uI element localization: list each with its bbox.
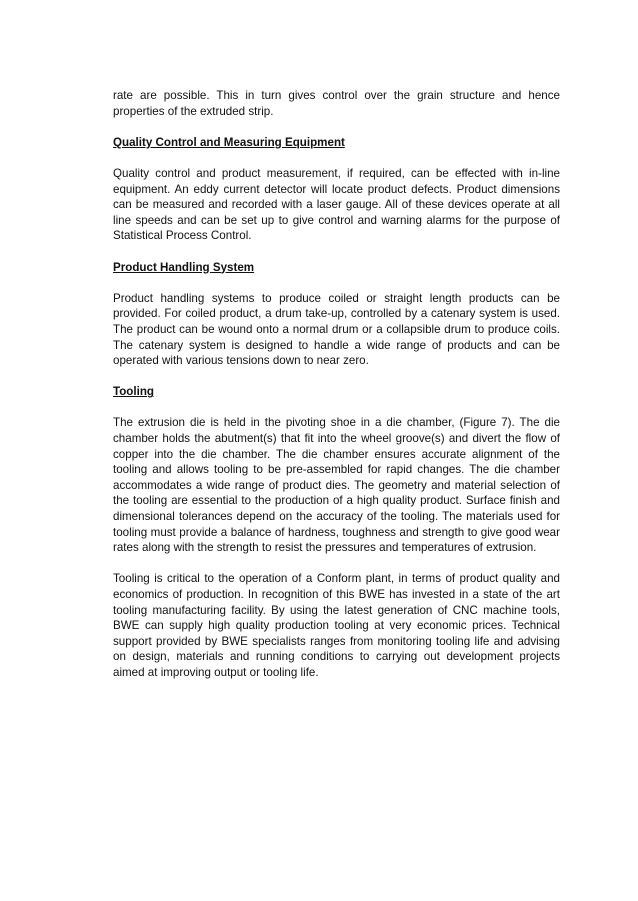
product-handling-paragraph: Product handling systems to produce coiled or straight length products can be provided. For coiled product, a drum take-up, controlled by a catenary system is used. The product can be wound onto a normal drum or a collapsible drum to produce coils. The catenary system is designed to handle a wide range of products and can be operated with various tensions down to near zero. bbox=[113, 291, 560, 368]
product-handling-heading: Product Handling System bbox=[113, 260, 255, 274]
tooling-heading: Tooling bbox=[113, 385, 154, 399]
quality-control-heading: Quality Control and Measuring Equipment bbox=[113, 135, 345, 149]
document-page bbox=[113, 88, 560, 696]
tooling-paragraph-2: Tooling is critical to the operation of a Conform plant, in terms of product quality and economics of production. In recognition of this BWE has invested in a state of the art tooling manufacturing facility. By using the latest generation of CNC machine tools, BWE can supply high quality production tooling at very economic prices. Technical support provided by BWE specialists ranges from monitoring tooling life and advising on design, materials and running conditions to carrying out development projects aimed at improving output or tooling life. bbox=[113, 572, 560, 679]
quality-control-paragraph: Quality control and product measurement, if required, can be effected with in-line equipment. An eddy current detector will locate product defects. Product dimensions can be measured and recorded with a laser gauge. All of these devices operate at all line speeds and can be set up to give control and warning alarms for the purpose of Statistical Process Control. bbox=[113, 166, 560, 243]
intro-paragraph: rate are possible. This in turn gives control over the grain structure and hence properties of the extruded strip. bbox=[113, 89, 560, 118]
tooling-paragraph-1: The extrusion die is held in the pivoting shoe in a die chamber, (Figure 7). The die chamber holds the abutment(s) that fit into the wheel groove(s) and divert the flow of copper into the die chamber. The die chamber ensures accurate alignment of the tooling and allows tooling to be pre-assembled for rapid changes. The die chamber accommodates a wide range of product dies. The geometry and material selection of the tooling are essential to the production of a high quality product. Surface finish and dimensional tolerances depend on the accuracy of the tooling. The materials used for tooling must provide a balance of hardness, toughness and strength to give good wear rates along with the strength to resist the pressures and temperatures of extrusion. bbox=[113, 416, 560, 555]
